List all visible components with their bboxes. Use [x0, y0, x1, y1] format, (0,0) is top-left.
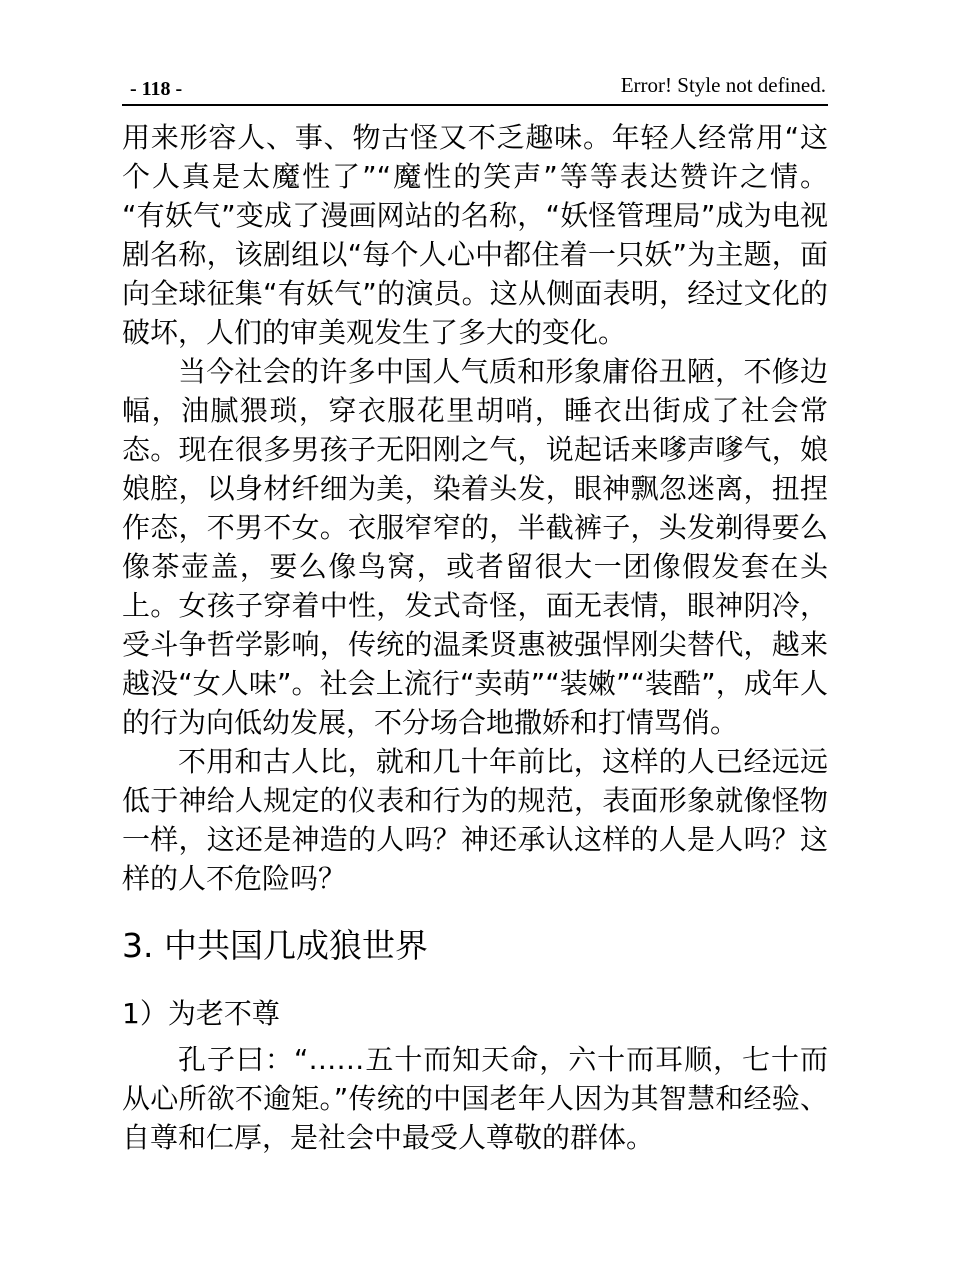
- paragraph-comparison: 不用和古人比，就和几十年前比，这样的人已经远远低于神给人规定的仪表和行为的规范，表面形象就像怪物一样，这还是神造的人吗？神还承认这样的人是人吗？这样的人不危险吗？: [122, 745, 828, 895]
- paragraph-confucius: 孔子曰：“……五十而知天命，六十而耳顺，七十而从心所欲不逾矩。”传统的中国老年人因为其智慧和经验、自尊和仁厚，是社会中最受人尊敬的群体。: [122, 1043, 828, 1154]
- section-heading: 3. 中共国几成狼世界: [122, 926, 428, 965]
- running-title: Error! Style not defined.: [620, 73, 826, 97]
- paragraph-appearance: 当今社会的许多中国人气质和形象庸俗丑陋，不修边幅，油腻猥琐，穿衣服花里胡哨，睡衣出街成了社会常态。现在很多男孩子无阳刚之气，说起话来嗲声嗲气，娘娘腔，以身材纤细为美，染着头发，眼神飘忽迷离，扭捏作态，不男不女。衣服窄窄的，半截裤子，头发剃得要么像茶壶盖，要么像鸟窝，或者留很大一团像假发套在头上。女孩子穿着中性，发式奇怪，面无表情，眼神阴冷，受斗争哲学影响，传统的温柔贤惠被强悍刚尖替代，越来越没“女人味”。社会上流行“卖萌”“装嫩”“装酷”，成年人的行为向低幼发展，不分场合地撒娇和打情骂俏。: [122, 355, 828, 739]
- paragraph-continued: 用来形容人、事、物古怪又不乏趣味。年轻人经常用“这个人真是太魔性了”“魔性的笑声”等等表达赞许之情。 “有妖气”变成了漫画网站的名称，“妖怪管理局”成为电视剧名称，该剧组以“每个人心中都住着一只妖”为主题，面向全球征集“有妖气”的演员。这从侧面表明，经过文化的破坏，人们的审美观发生了多大的变化。: [122, 121, 828, 349]
- page-number: - 118 -: [130, 78, 183, 100]
- page-header: [122, 70, 828, 106]
- subsection-heading: 1）为老不尊: [122, 997, 280, 1030]
- page-body: [122, 118, 828, 1157]
